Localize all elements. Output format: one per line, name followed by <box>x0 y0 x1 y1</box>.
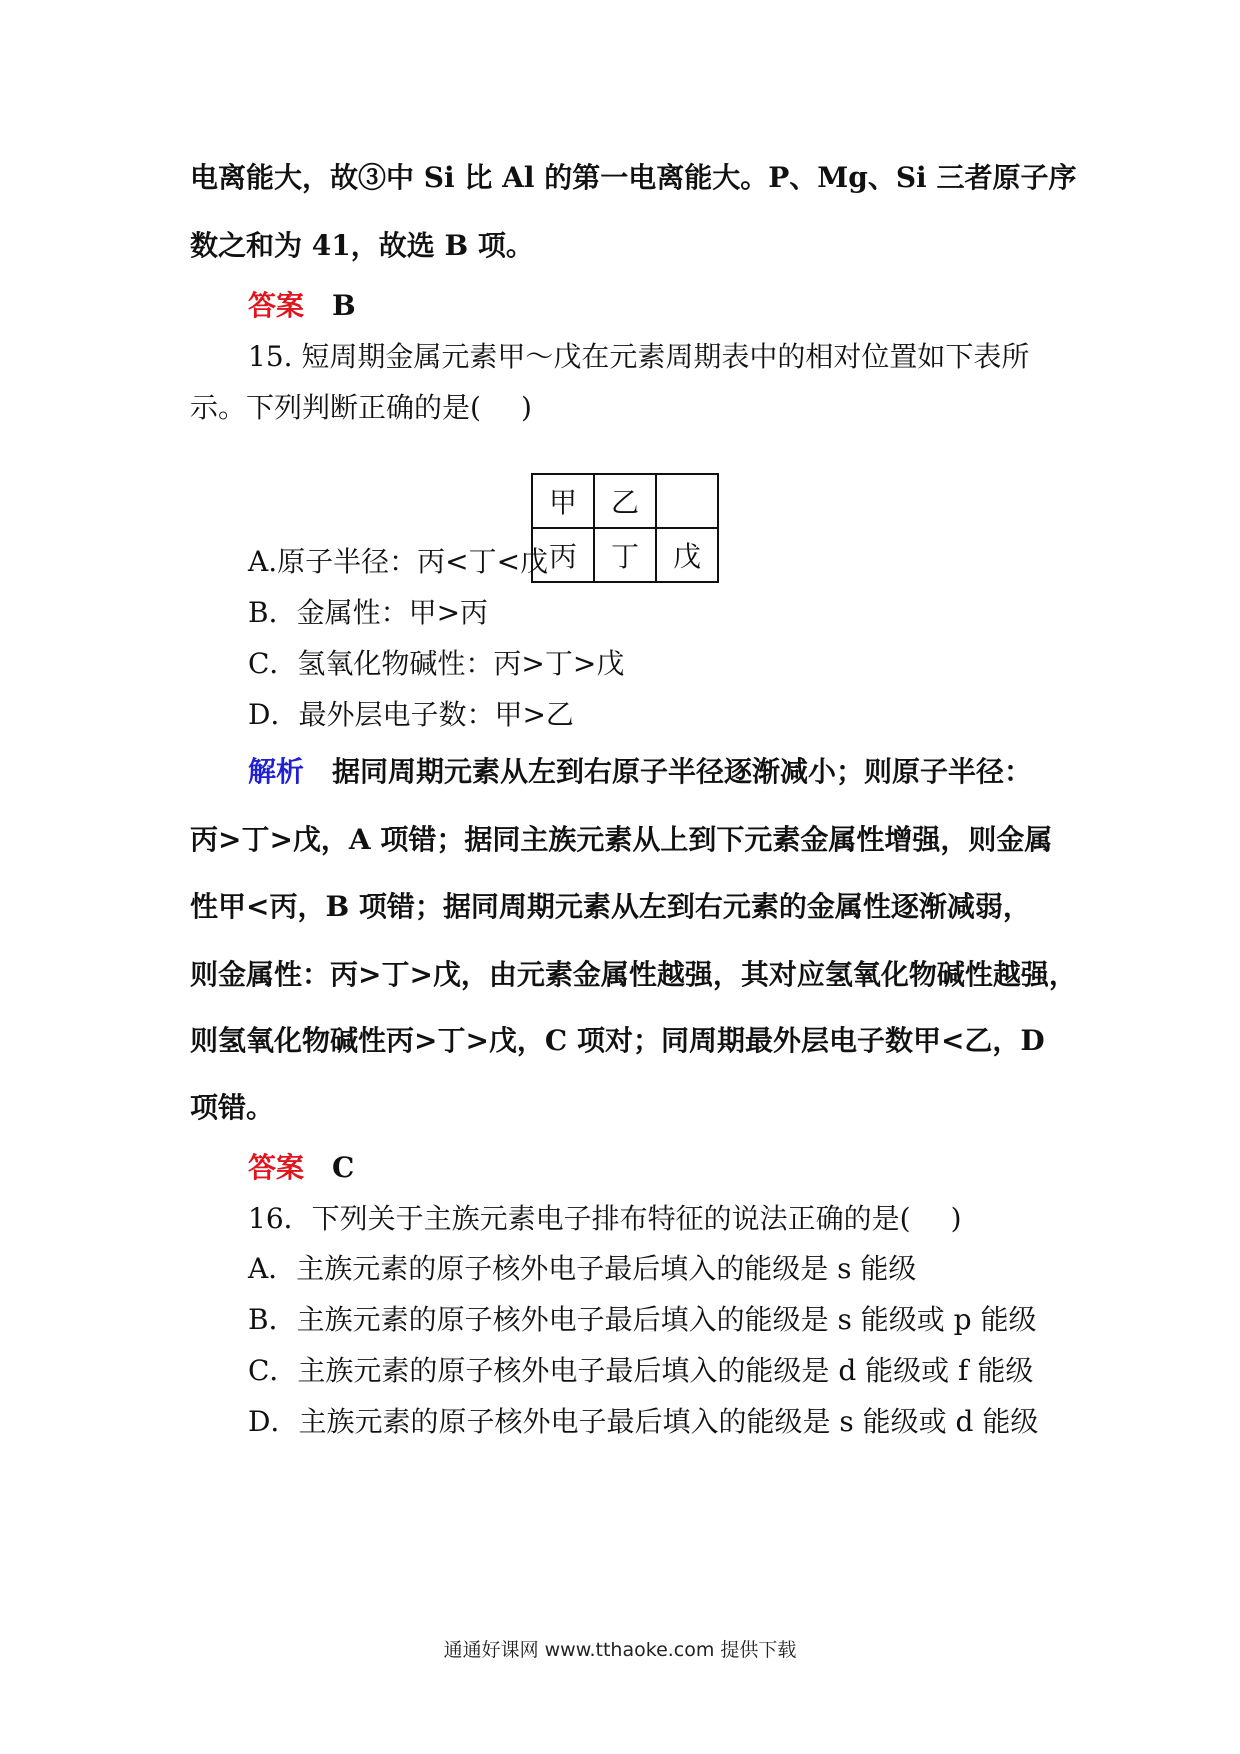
analysis-15-line-1 <box>0 752 1240 792</box>
question-15-line-1: 15. 短周期金属元素甲～戊在元素周期表中的相对位置如下表所 <box>248 340 1030 373</box>
page-footer: 通通好课网 www.tthaoke.com 提供下载 <box>443 1639 797 1661</box>
question-15-stem: 示。下列判断正确的是( <box>190 391 481 424</box>
answer-15 <box>0 1148 1240 1188</box>
question-15-option-a: A.原子半径：丙<丁<戊 <box>248 545 549 578</box>
question-16-option-c: C．主族元素的原子核外电子最后填入的能级是 d 能级或 f 能级 <box>248 1354 1034 1387</box>
analysis-text: 据同周期元素从左到右原子半径逐渐减小；则原子半径： <box>332 755 1033 788</box>
table-cell: 戊 <box>656 528 718 582</box>
analysis-15-line-5: 则氢氧化物碱性丙>丁>戊，C 项对；同周期最外层电子数甲<乙，D <box>190 1024 1045 1057</box>
analysis-15-line-3: 性甲<丙，B 项错；据同周期元素从左到右元素的金属性逐渐减弱， <box>190 890 1031 923</box>
table-cell: 丙 <box>532 528 594 582</box>
question-16-close-paren: ) <box>950 1202 962 1235</box>
table-cell: 甲 <box>532 474 594 528</box>
question-16-stem: 16．下列关于主族元素电子排布特征的说法正确的是( <box>248 1202 911 1235</box>
answer-value: C <box>332 1151 355 1184</box>
prev-solution-line-1: 电离能大，故③中 Si 比 Al 的第一电离能大。P、Mg、Si 三者原子序 <box>190 161 1077 194</box>
table-row <box>532 474 718 528</box>
answer-label: 答案 <box>248 289 305 322</box>
table-cell <box>656 474 718 528</box>
analysis-15-line-2: 丙>丁>戊，A 项错；据同主族元素从上到下元素金属性增强，则金属 <box>190 823 1053 856</box>
question-15-option-b: B．金属性：甲>丙 <box>248 596 489 629</box>
answer-14 <box>0 286 1240 326</box>
analysis-15-line-6: 项错。 <box>190 1091 275 1124</box>
question-15-option-d: D．最外层电子数：甲>乙 <box>248 698 574 731</box>
question-16-option-d: D．主族元素的原子核外电子最后填入的能级是 s 能级或 d 能级 <box>248 1405 1039 1438</box>
question-16-line-1 <box>0 1199 1240 1239</box>
answer-label: 答案 <box>248 1151 305 1184</box>
answer-value: B <box>332 289 356 322</box>
prev-solution-line-2: 数之和为 41，故选 B 项。 <box>190 229 534 262</box>
table-cell: 乙 <box>594 474 656 528</box>
analysis-15-line-4: 则金属性：丙>丁>戊，由元素金属性越强，其对应氢氧化物碱性越强， <box>190 958 1077 991</box>
question-15-line-2 <box>0 388 1240 428</box>
question-15-close-paren: ) <box>520 391 532 424</box>
analysis-label: 解析 <box>248 755 305 788</box>
question-16-option-b: B．主族元素的原子核外电子最后填入的能级是 s 能级或 p 能级 <box>248 1303 1037 1336</box>
question-16-option-a: A．主族元素的原子核外电子最后填入的能级是 s 能级 <box>248 1252 917 1285</box>
table-cell: 丁 <box>594 528 656 582</box>
question-15-option-c: C．氢氧化物碱性：丙>丁>戊 <box>248 647 625 680</box>
